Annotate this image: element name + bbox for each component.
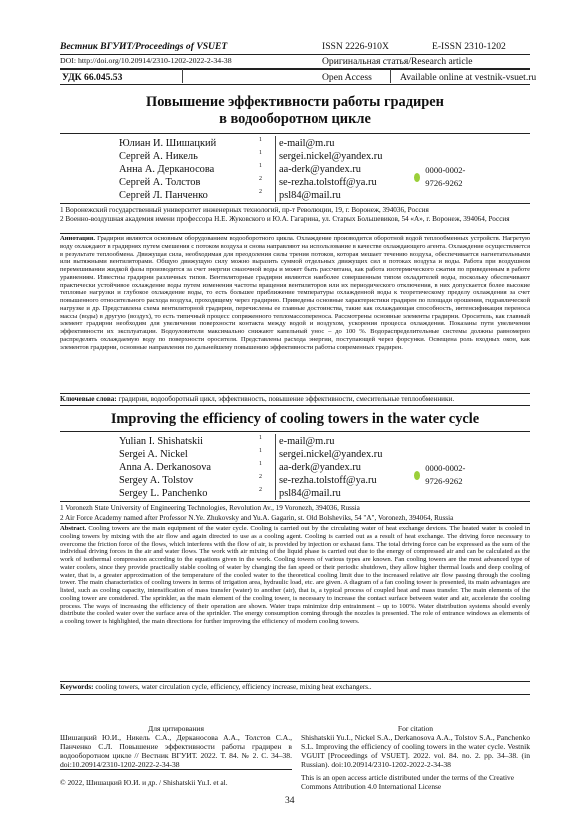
ru-title-line1: Повышение эффективности работы градирен [146, 94, 444, 110]
ru-title-rule [60, 133, 530, 134]
ru-title [60, 94, 530, 128]
ru-title-line2: в водооборотном цикле [219, 111, 371, 127]
author-row [119, 176, 479, 189]
header-rule-mid [60, 68, 530, 70]
ru-abstract [60, 235, 530, 351]
author-name: Сергей А. Толстов [119, 177, 201, 188]
en-keywords-rule [60, 694, 530, 695]
affiliation-marker: 1 [259, 435, 262, 441]
en-keywords-text: cooling towers, water circulation cycle, efficiency, efficiency increase, mixing heat exchangers.. [95, 683, 372, 691]
author-name: Сергей Л. Панченко [119, 190, 208, 201]
author-email[interactable]: psl84@mail.ru [279, 190, 341, 201]
affiliation-marker: 2 [259, 176, 262, 182]
affiliation-marker: 1 [259, 461, 262, 467]
author-row [119, 137, 479, 150]
copyright: © 2022, Шишацкий Ю.И. и др. / Shishatskii Yu.I. et al. [60, 778, 228, 787]
ru-keywords-label: Ключевые слова: [60, 395, 117, 403]
author-name: Sergey L. Panchenko [119, 488, 208, 499]
en-author-list [119, 435, 479, 500]
en-title-rule [60, 431, 530, 432]
en-abstract-rule [60, 681, 530, 682]
header-divider-2 [390, 69, 391, 83]
author-email[interactable]: e-mail@m.ru [279, 436, 335, 447]
ru-keywords [60, 395, 530, 403]
author-name: Юлиан И. Шишацкий [119, 138, 217, 149]
affiliation-marker: 2 [259, 189, 262, 195]
author-email[interactable]: se-rezha.tolstoff@ya.ru [279, 177, 377, 188]
header-rule-bottom [60, 84, 530, 85]
ru-keywords-text: градирни, водооборотный цикл, эффективность, повышение эффективности, смесительные теплообменники. [118, 395, 455, 403]
author-row [119, 189, 479, 202]
affiliation-marker: 1 [259, 163, 262, 169]
author-divider [275, 136, 276, 202]
header-divider-1 [182, 69, 183, 83]
author-name: Yulian I. Shishatskii [119, 436, 203, 447]
eissn: E-ISSN 2310-1202 [432, 41, 506, 52]
issn: ISSN 2226-910X [322, 41, 389, 52]
page-number: 34 [285, 795, 295, 806]
author-name: Сергей А. Никель [119, 151, 198, 162]
license-text[interactable]: This is an open access article distributed under the terms of the Creative Commons Attribution 4.0 International License [301, 773, 515, 791]
udk: УДК 66.045.53 [62, 72, 123, 83]
ru-affiliation-2: 2 Военно-воздушная академия имени профессора Н.Е. Жуковского и Ю.А. Гагарина, ул. Старых Большевиков, 54 «А», г. Воронеж, 394064, Россия [60, 215, 510, 223]
citation-en-text: Shishatskii Yu.I., Nickel S.A., Derkanosova A.A., Tolstov S.A., Panchenko S.L. Improving the efficiency of cooling towers in the water cycle. Vestnik VGUIT [Proceedings of VSUET]. 2022. vol. 84. no. 2. pp. 34–38. (in Russian). doi:10.20914/2310-1202-2022-2-34-38 [301, 733, 530, 769]
affiliation-marker: 2 [259, 487, 262, 493]
author-email[interactable]: se-rezha.tolstoff@ya.ru [279, 475, 377, 486]
available-online[interactable]: Available online at vestnik-vsuet.ru [400, 72, 537, 83]
citation-ru-text: Шишацкий Ю.И., Никель С.А., Дерканосова А.А., Толстов С.А., Панченко С.Л. Повышение эффективности работы градирен в водооборотном цикле // Вестник ВГУИТ. 2022. Т. 84. № 2. С. 34–38. doi:10.20914/2310-1202-2022-2-34-38 [60, 733, 292, 769]
ru-authors-rule [60, 203, 530, 204]
orcid-id: 0000-0002-9726-9262 [425, 463, 466, 486]
author-email[interactable]: sergei.nickel@yandex.ru [279, 449, 383, 460]
en-keywords-label: Keywords: [60, 683, 94, 691]
en-abstract-text: Cooling towers are the main equipment of the water cycle. Cooling is carried out by the circulating water of heat exchange devices. The heated water is cooled in cooling towers by mixing with the air flow and again directed to use as a cooling agent. Cooling is carried out as a result of heat exchange. The driving force necessary to overcome the friction force of the flows, which interferes with the flow of air, is provided by injection or exhaust fans. The total driving force can be expressed as the sum of the individual driving forces in the air and water flows. The work with air mixing of the liquid phase is carried out due to the energy of compressed air and can be calculated as the work of isothermal compression according to the equations given in the work. Cooling towers of various types are known. Fan cooling towers are the most advanced type of water coolers, since they provide practically stable cooling of water by changing the fan speed or their periodic shutdown, they allow higher thermal loads and deep cooling of water, that is, a greater approximation of the temperature of the cooled water to the theoretical cooling limit due to the increased relative air flow passing through the cooling tower. The main characteristics of cooling towers in terms of irrigation area, hydraulic load, etc. are given. A diagram of a fan cooling tower is presented, its main advantages are listed, such as cooling capacity, intensification of mass transfer (water) to another (air), that is, a typical process of coupled heat and mass transfer. The main elements of the cooling tower are considered. The sprinkler, as the main element of the cooling tower, is necessary to increase the contact surface between water and air, accelerate the cooling process. The ways of increasing the efficiency of their operation are shown. Water traps minimize drip entrainment – up to 100%. Water distribution systems should evenly distribute the cooled water over the surface area of the sprinkler. The energy consumption coming through the nozzles is presented. The role of entrance windows as elements of a cooling tower is highlighted, the main directions for further improving the efficiency of modern cooling towers. [60, 525, 530, 625]
citation-ru [60, 724, 292, 769]
en-affiliation-2: 2 Air Force Academy named after Professor N.Ye. Zhukovsky and Yu.A. Gagarin, st. Old Bolsheviks, 54 "A", Voronezh, 394064, Russia [60, 514, 454, 522]
author-name: Анна А. Дерканосова [119, 164, 215, 175]
ru-aff-rule [60, 233, 530, 234]
affiliation-marker: 2 [259, 474, 262, 480]
orcid-id: 0000-0002-9726-9262 [425, 165, 466, 188]
author-email[interactable]: e-mail@m.ru [279, 138, 335, 149]
en-abstract-label: Abstract. [60, 525, 87, 532]
author-name: Sergey A. Tolstov [119, 475, 194, 486]
en-aff-rule [60, 523, 530, 524]
citation-en [301, 724, 530, 769]
author-row [119, 474, 479, 487]
journal-name: Вестник ВГУИТ/Proceedings of VSUET [60, 41, 228, 52]
ru-keywords-rule [60, 405, 530, 406]
en-title: Improving the efficiency of cooling towers in the water cycle [110, 411, 480, 427]
footer-rule-left [60, 769, 292, 770]
ru-abstract-text: Градирни являются основным оборудованием водооборотного цикла. Охлаждение производится оборотной водой теплообменных устройств. Нагретую воду охлаждают в градирнях путем смешения с потоком воздуха и снова направляют на использование в качестве охлаждающего агента. Охлаждение осуществляется в результате теплообмена. Движущая сила, необходимая для преодоления силы трения потоков, которая мешает течению воздуха, обеспечивается нагнетательными или вытяжными вентиляторами. Общую движущую силу можно выразить суммой отдельных движущих сил в потоках воздуха и воды. Работа при воздушном перемешивании жидкой фазы производится за счет энергии смазочной воды и может быть рассчитана, как работа изотермического сжатия по приведенным в работе уравнениям. Известны градирни различных типов. Вентиляторные градирни являются наиболее совершенным типом охладителей воды, поскольку обеспечивают практически устойчивое охлаждение воды путем изменения частоты вращения вентиляторов или их периодического отключения, в них допускается более высокие тепловые нагрузки и глубокое охлаждение воды, то есть большее приближение температуры охлажденной воды к теоретическому пределу охлаждения за счет повышенного относительного расхода воздуха, проходящему через градирню. Приведены основные характеристики градирен по площади орошения, гидравлической нагрузке и др. Представлена схема вентиляторной градирни, перечислены ее главные достоинства, такие как охлаждающая способность, интенсификация переноса массы (воды) в другую (воздух), то есть типичный процесс сопряженного тепломассопереноса. Рассмотрены основные элементы градирни. Ороситель, как главный элемент градирни необходим для увеличения поверхности контакта между водой и воздухом, ускорения процесса охлаждения. Показаны пути увеличения эффективности их эксплуатации. Водоуловители максимально снижают капельный унос – до 100 %. Водораспределительные системы должны равномерно распределять охлаждаемую воду по поверхности оросителя. Представлены расхода энергии, поступающей через форсунки. Освещена роль входных окон, как элементов градирни, основные направления по дальнейшему повышению эффективности работы современных градирен. [60, 235, 531, 351]
author-email[interactable]: psl84@mail.ru [279, 488, 341, 499]
affiliation-marker: 1 [259, 150, 262, 156]
article-type: Оригинальная статья/Research article [322, 56, 473, 67]
en-abstract [60, 525, 530, 626]
author-row [119, 448, 479, 461]
header-rule-top [60, 54, 530, 55]
author-name: Sergei A. Nickel [119, 449, 188, 460]
ru-affiliation-1: 1 Воронежский государственный университет инженерных технологий, пр-т Революции, 19, г. Воронеж, 394036, Россия [60, 206, 429, 214]
affiliation-marker: 1 [259, 137, 262, 143]
author-email[interactable]: sergei.nickel@yandex.ru [279, 151, 383, 162]
ru-abstract-label: Аннотация. [60, 235, 96, 242]
affiliation-marker: 1 [259, 448, 262, 454]
author-email[interactable]: aa-derk@yandex.ru [279, 164, 361, 175]
ru-author-list [119, 137, 479, 202]
ru-abstract-rule [60, 393, 530, 394]
author-row [119, 150, 479, 163]
author-email[interactable]: aa-derk@yandex.ru [279, 462, 361, 473]
open-access: Open Access [322, 72, 372, 83]
citation-ru-label: Для цитирования [148, 724, 204, 733]
en-keywords [60, 683, 530, 691]
en-affiliation-1: 1 Voronezh State University of Engineering Technologies, Revolution Av., 19 Voronezh, 394036, Russia [60, 504, 360, 512]
citation-en-label: For citation [397, 724, 434, 733]
author-row [119, 435, 479, 448]
en-authors-rule [60, 501, 530, 502]
author-name: Anna A. Derkanosova [119, 462, 212, 473]
author-row [119, 487, 479, 500]
author-divider [275, 434, 276, 500]
doi-link[interactable]: DOI: http://doi.org/10.20914/2310-1202-2022-2-34-38 [60, 56, 232, 65]
